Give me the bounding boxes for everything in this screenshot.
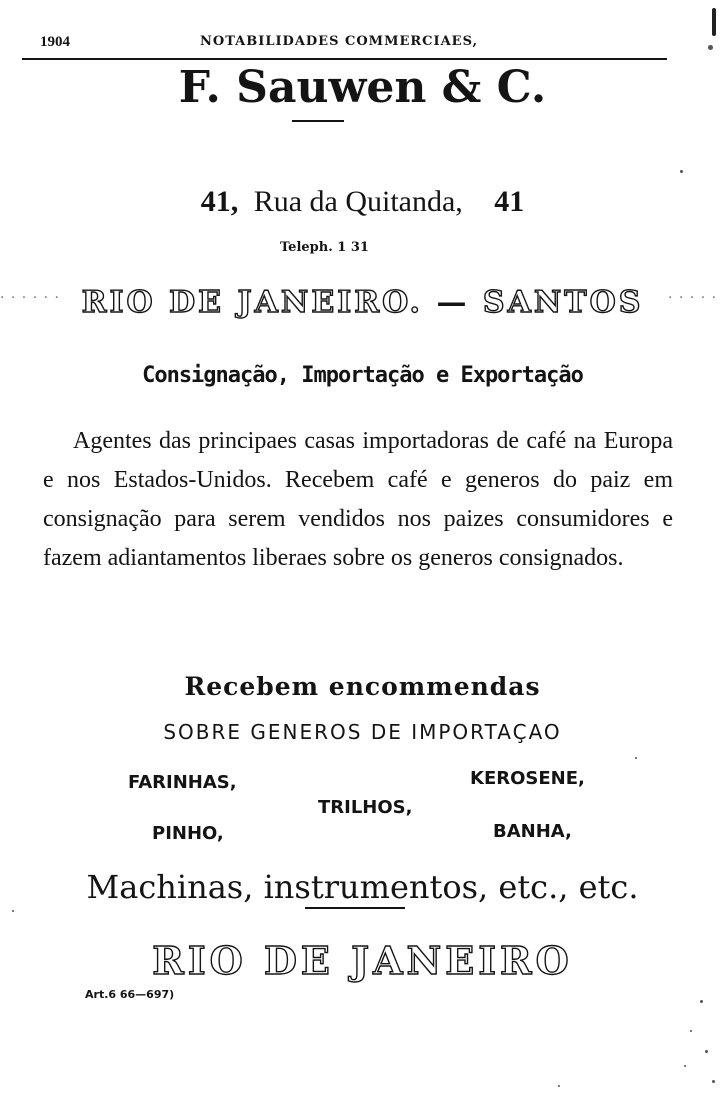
city-santos: SANTOS [482,285,644,320]
footer-city: RIO DE JANEIRO [152,938,573,983]
year-label: 1904 [40,34,70,50]
city-dash: — [436,285,470,320]
address-number-left: 41, [200,185,239,218]
city-rio: RIO DE JANEIRO. [81,285,423,320]
reference-number: Art.6 66—697) [85,988,175,1001]
header-rule [22,58,667,60]
product-farinhas: FARINHAS, [128,772,237,793]
dotted-leader-left: · · · · · · [0,290,60,306]
product-banha: BANHA, [493,821,572,842]
machinas-line: Machinas, instrumentos, etc., etc. [86,868,639,906]
firm-name: F. Sauwen & C. [178,62,547,113]
orders-subtitle: SOBRE GENEROS DE IMPORTAÇAO [163,720,562,744]
running-title: NOTABILIDADES COMMERCIAES, [200,34,479,49]
product-kerosene: KEROSENE, [470,768,585,789]
city-line [0,285,725,320]
product-pinho: PINHO, [152,823,224,844]
telephone: Teleph. 1 31 [280,240,369,255]
machinas-rule [305,907,405,909]
orders-title: Recebem encommendas [184,672,541,701]
product-trilhos: TRILHOS, [318,797,413,818]
address-line [0,185,725,219]
firm-rule [292,120,344,122]
business-line: Consignação, Importação e Exportação [142,363,583,388]
body-paragraph: Agentes das principaes casas importadoras de café na Europa e nos Estados-Unidos. Recebem café e generos do paiz em consignação para serem vendidos nos paizes consumidores e fazem adiantamentos liberaes sobre os generos consignados. [43,428,673,571]
address-street: Rua da Quitanda, [253,185,463,218]
address-number-right: 41 [494,185,525,218]
dotted-leader-right: · · · · · [668,290,718,306]
